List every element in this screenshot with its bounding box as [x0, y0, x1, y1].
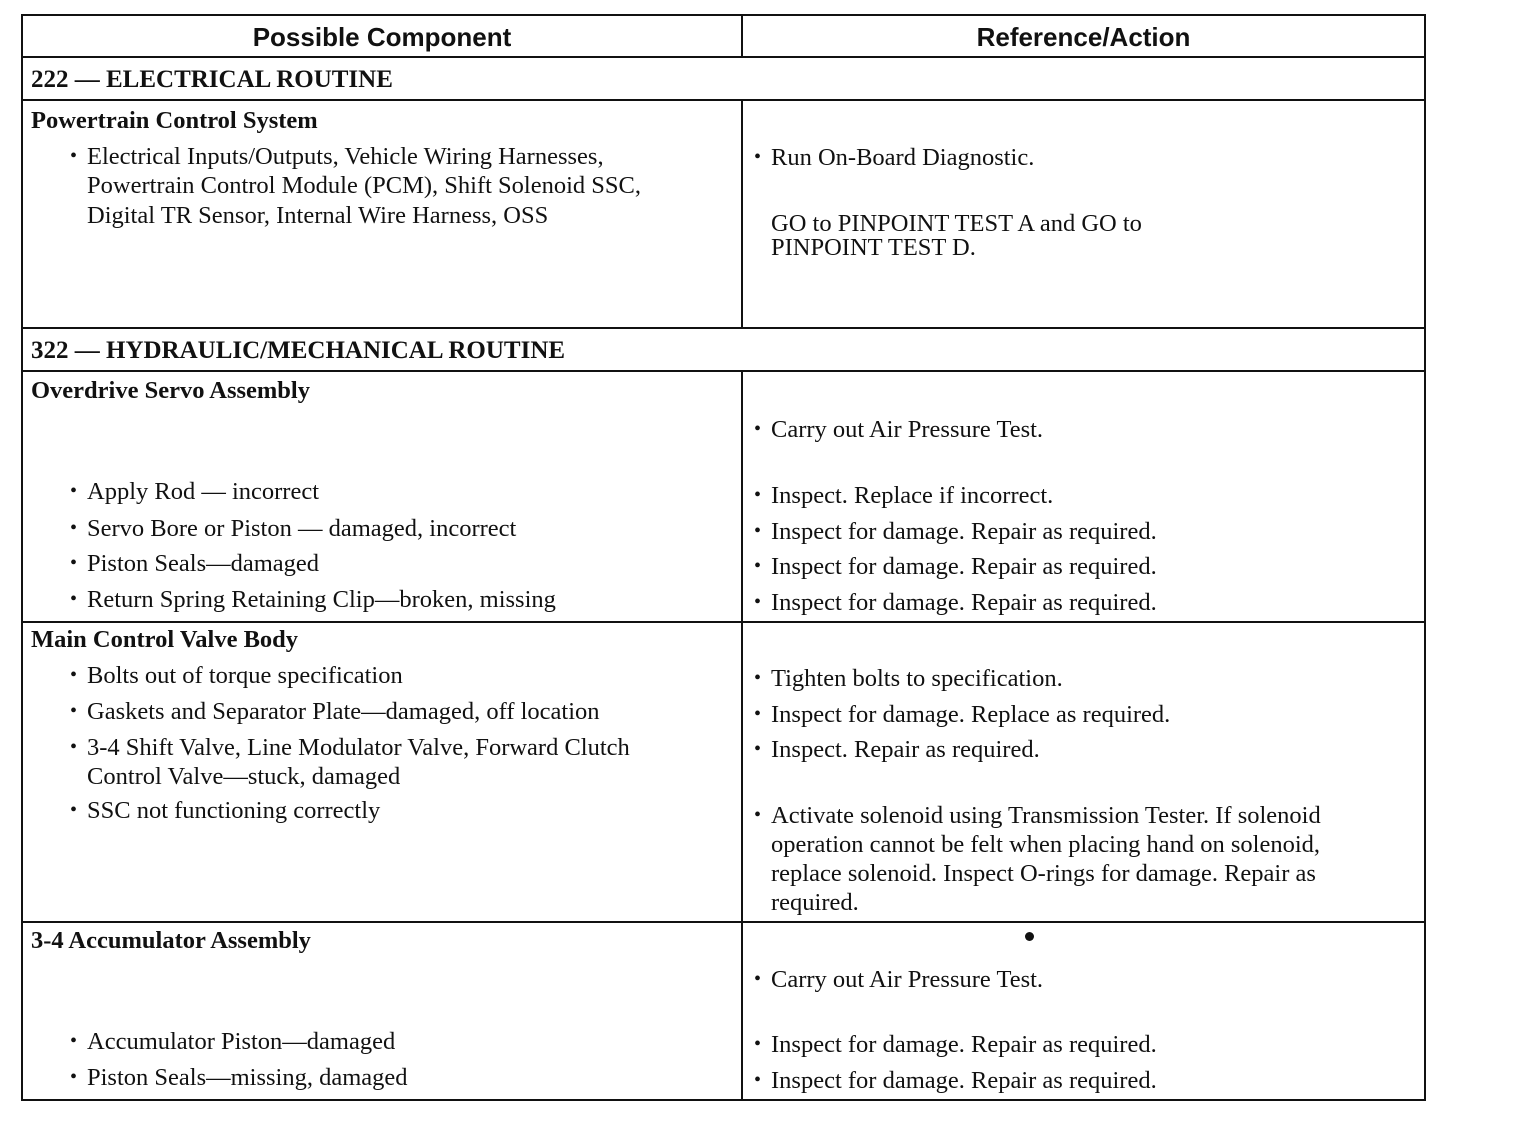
group-overdrive-servo — [23, 372, 1424, 623]
list-item: • Piston Seals—missing, damaged — [87, 1063, 408, 1092]
list-item: • Inspect. Replace if incorrect. — [771, 481, 1053, 510]
table-header — [23, 16, 1424, 58]
section-title-electrical: 222 — ELECTRICAL ROUTINE — [23, 58, 1424, 101]
list-item: • Inspect for damage. Repair as required. — [771, 552, 1157, 581]
group-main-control-valve-body — [23, 623, 1424, 923]
list-item: • Apply Rod — incorrect — [87, 477, 319, 506]
group-powertrain-control-system — [23, 101, 1424, 329]
list-item: • Inspect. Repair as required. — [771, 735, 1040, 764]
list-item: • Run On-Board Diagnostic. — [771, 143, 1034, 172]
component-cell — [23, 372, 743, 621]
component-cell — [23, 923, 743, 1099]
component-cell — [23, 623, 743, 921]
action-cell — [743, 101, 1424, 327]
list-item: • Activate solenoid using Transmission Tester. If solenoid — [771, 801, 1321, 830]
list-item-cont: Powertrain Control Module (PCM), Shift Solenoid SSC, — [87, 172, 642, 199]
list-item: • Carry out Air Pressure Test. — [771, 965, 1043, 994]
list-item: • Inspect for damage. Repair as required. — [771, 517, 1157, 546]
group-accumulator-assembly — [23, 923, 1424, 1099]
list-item: • Electrical Inputs/Outputs, Vehicle Wiring Harnesses, — [87, 142, 604, 171]
list-item: • Gaskets and Separator Plate—damaged, off location — [87, 697, 600, 726]
list-item: • Inspect for damage. Repair as required. — [771, 1030, 1157, 1059]
header-possible-component: Possible Component — [23, 16, 743, 56]
list-item: • Inspect for damage. Replace as required. — [771, 700, 1170, 729]
stray-dot-mark — [1025, 932, 1034, 941]
section-title-hydraulic: 322 — HYDRAULIC/MECHANICAL ROUTINE — [23, 329, 1424, 372]
action-cell — [743, 923, 1424, 1099]
note-line: GO to PINPOINT TEST A and GO to — [771, 210, 1142, 237]
list-item-cont: operation cannot be felt when placing hand on solenoid, — [771, 831, 1321, 858]
list-item: • SSC not functioning correctly — [87, 796, 380, 825]
list-item: • Accumulator Piston—damaged — [87, 1027, 395, 1056]
list-item: • Bolts out of torque specification — [87, 661, 403, 690]
list-item: • Servo Bore or Piston — damaged, incorrect — [87, 514, 516, 543]
diagnostic-table — [21, 14, 1426, 1101]
list-item-cont: Digital TR Sensor, Internal Wire Harness, OSS — [87, 202, 549, 229]
list-item: • Return Spring Retaining Clip—broken, missing — [87, 585, 556, 614]
header-reference-action: Reference/Action — [976, 22, 1191, 52]
list-item-cont: replace solenoid. Inspect O-rings for damage. Repair as — [771, 860, 1316, 887]
list-item: • Tighten bolts to specification. — [771, 664, 1063, 693]
list-item: • Carry out Air Pressure Test. — [771, 415, 1043, 444]
group-title: Powertrain Control System — [31, 107, 318, 134]
component-cell — [23, 101, 743, 327]
action-cell — [743, 372, 1424, 621]
list-item: • 3-4 Shift Valve, Line Modulator Valve, Forward Clutch — [87, 733, 630, 762]
list-item-cont: required. — [771, 889, 859, 916]
group-title: Main Control Valve Body — [31, 626, 299, 653]
list-item: • Inspect for damage. Repair as required. — [771, 588, 1157, 617]
list-item: • Piston Seals—damaged — [87, 549, 319, 578]
list-item: • Inspect for damage. Repair as required. — [771, 1066, 1157, 1095]
list-item-cont: Control Valve—stuck, damaged — [87, 763, 401, 790]
action-cell — [743, 623, 1424, 921]
group-title: 3-4 Accumulator Assembly — [31, 927, 311, 954]
note-line: PINPOINT TEST D. — [771, 234, 976, 261]
group-title: Overdrive Servo Assembly — [31, 377, 310, 404]
